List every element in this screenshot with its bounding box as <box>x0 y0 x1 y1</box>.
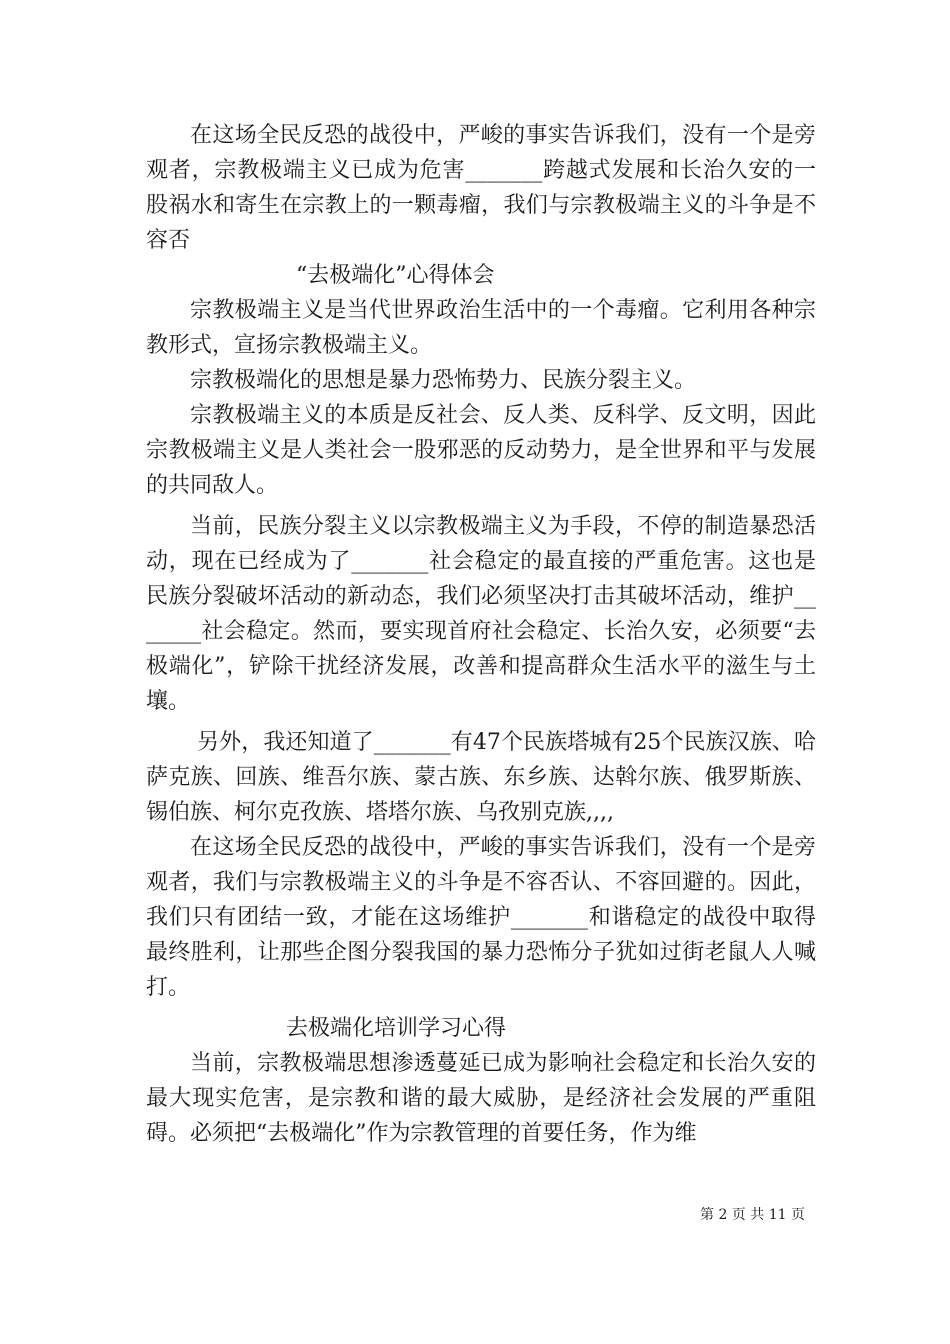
paragraph-2: 宗教极端主义是当代世界政治生活中的一个毒瘤。它利用各种宗教形式，宣扬宗教极端主义。 <box>146 298 816 358</box>
paragraph-6: 另外，我还知道了_______有47个民族塔城有25个民族汉族、哈萨克族、回族、维吾尔族、蒙古族、东乡族、达斡尔族、俄罗斯族、锡伯族、柯尔克孜族、塔塔尔族、乌孜别克族,,,, <box>146 730 816 825</box>
paragraph-5: 当前，民族分裂主义以宗教极端主义为手段，不停的制造暴恐活动，现在已经成为了_______社会稳定的最直接的严重危害。这也是民族分裂破坏活动的新动态，我们必须坚决打击其破坏活动，维护_______社会稳定。然而，要实现首府社会稳定、长治久安，必须要“去极端化”，铲除干扰经济发展，改善和提高群众生活水平的滋生与土壤。 <box>146 514 816 714</box>
paragraph-4: 宗教极端主义的本质是反社会、反人类、反科学、反文明，因此宗教极端主义是人类社会一股邪恶的反动势力，是全世界和平与发展的共同敌人。 <box>146 403 816 498</box>
page-number-footer: 第 2 页 共 11 页 <box>700 1207 805 1223</box>
section-title-2: 去极端化培训学习心得 <box>286 1016 507 1041</box>
section-title-1: “去极端化”心得体会 <box>296 263 495 288</box>
paragraph-8: 当前，宗教极端思想渗透蔓延已成为影响社会稳定和长治久安的最大现实危害，是宗教和谐的最大威胁，是经济社会发展的严重阻碍。必须把“去极端化”作为宗教管理的首要任务，作为维 <box>146 1051 816 1146</box>
document-body <box>146 118 816 1151</box>
paragraph-3: 宗教极端化的思想是暴力恐怖势力、民族分裂主义。 <box>190 368 697 393</box>
paragraph-1: 在这场全民反恐的战役中，严峻的事实告诉我们，没有一个是旁观者，宗教极端主义已成为危害_______跨越式发展和长治久安的一股祸水和寄生在宗教上的一颗毒瘤，我们与宗教极端主义的斗争是不容否 <box>146 123 816 253</box>
paragraph-7: 在这场全民反恐的战役中，严峻的事实告诉我们，没有一个是旁观者，我们与宗教极端主义的斗争是不容否认、不容回避的。因此，我们只有团结一致，才能在这场维护_______和谐稳定的战役中取得最终胜利，让那些企图分裂我国的暴力恐怖分子犹如过街老鼠人人喊打。 <box>146 835 816 1000</box>
